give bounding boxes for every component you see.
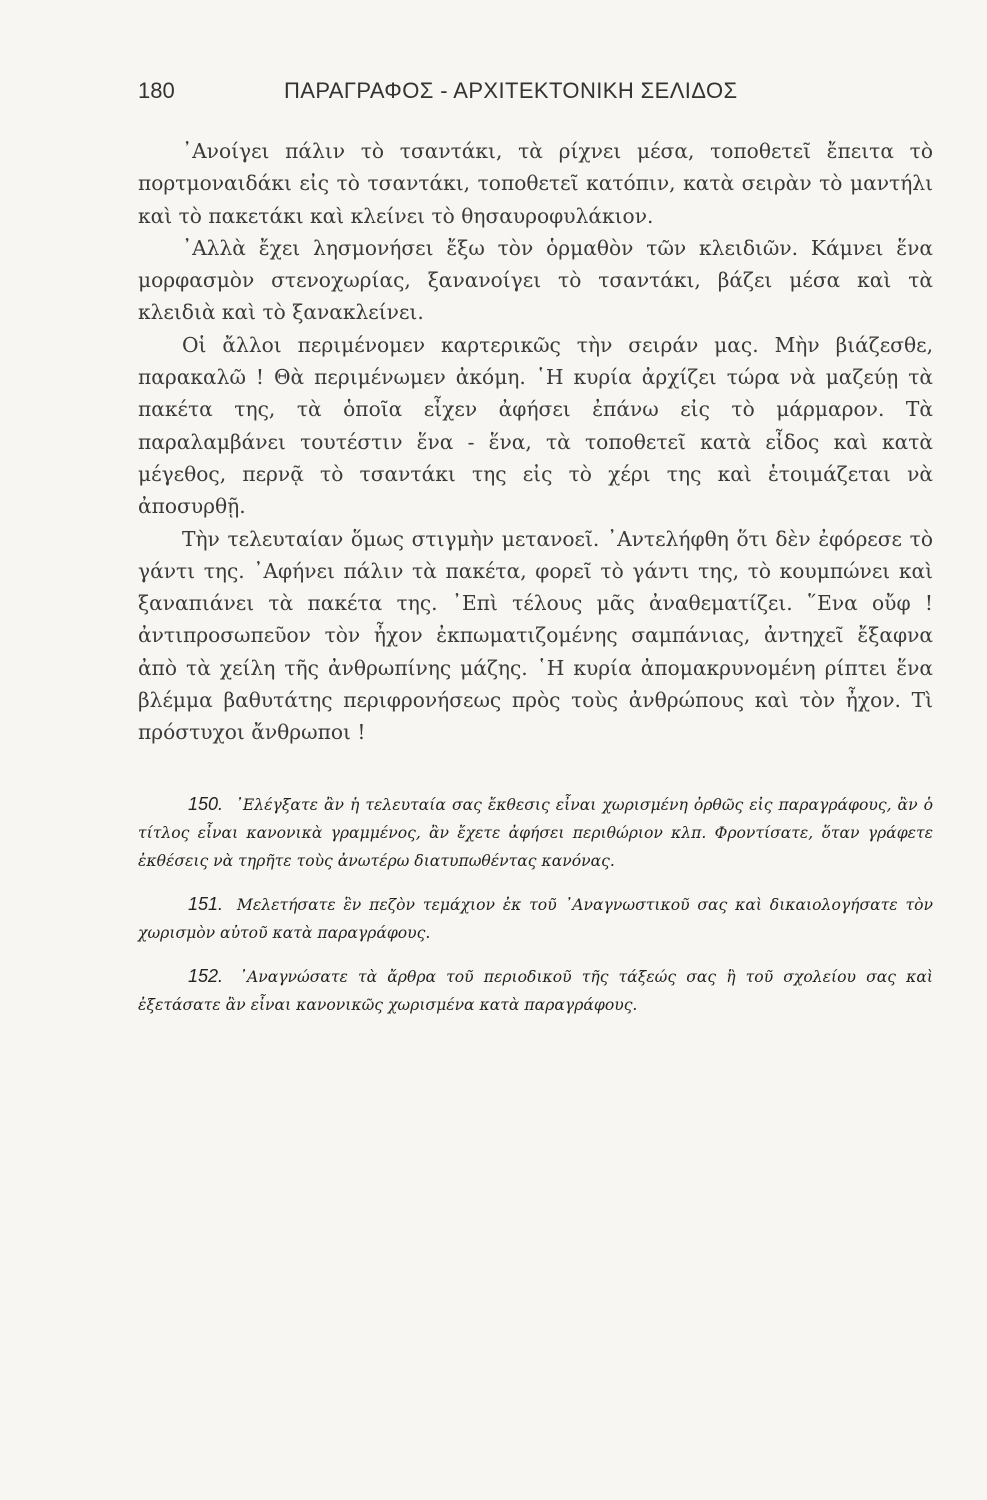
exercise-item (138, 962, 933, 1019)
page-number: 180 (138, 78, 175, 103)
exercise-text: ᾿Ελέγξατε ἂν ἡ τελευταία σας ἔκθεσις εἶναι χωρισμένη ὀρθῶς εἰς παραγράφους, ἂν ὁ τίτλος εἶναι κανονικὰ γραμμένος, ἂν ἔχετε ἀφήσει περιθώριον κλπ. Φροντίσατε, ὅταν γράφετε ἐκθέσεις νὰ τηρῆτε τοὺς ἀνωτέρω διατυπωθέντας κανόνας. (138, 796, 933, 870)
exercise-text: ᾿Αναγνώσατε τὰ ἄρθρα τοῦ περιοδικοῦ τῆς τάξεώς σας ἢ τοῦ σχολείου σας καὶ ἐξετάσατε ἂν εἶναι κανονικῶς χωρισμένα κατὰ παραγράφους. (138, 968, 933, 1014)
exercise-number: 150. (188, 794, 224, 814)
exercise-item (138, 790, 933, 875)
exercise-number: 151. (188, 894, 224, 914)
exercise-list (138, 790, 933, 1034)
paragraph: ᾿Ανοίγει πάλιν τὸ τσαντάκι, τὰ ρίχνει μέσα, τοποθετεῖ ἔπειτα τὸ πορτμοναιδάκι εἰς τὸ τσαντάκι, τοποθετεῖ κατόπιν, κατὰ σειρὰν τὸ μαντήλι καὶ τὸ πακετάκι καὶ κλείνει τὸ θησαυροφυλάκιον. (138, 139, 933, 228)
paragraph: Οἱ ἄλλοι περιμένομεν καρτερικῶς τὴν σειράν μας. Μὴν βιάζεσθε, παρακαλῶ ! Θὰ περιμένωμεν ἀκόμη. ῾Η κυρία ἀρχίζει τώρα νὰ μαζεύῃ τὰ πακέτα της, τὰ ὁποῖα εἶχεν ἀφήσει ἐπάνω εἰς τὸ μάρμαρον. Τὰ παραλαμβάνει τουτέστιν ἕνα - ἕνα, τὰ τοποθετεῖ κατὰ εἶδος καὶ κατὰ μέγεθος, περνᾷ τὸ τσαντάκι της εἰς τὸ χέρι της καὶ ἑτοιμάζεται νὰ ἀποσυρθῇ. (138, 332, 933, 519)
paragraph: ᾿Αλλὰ ἔχει λησμονήσει ἔξω τὸν ὁρμαθὸν τῶν κλειδιῶν. Κάμνει ἕνα μορφασμὸν στενοχωρίας, ξανανοίγει τὸ τσαντάκι, βάζει μέσα καὶ τὰ κλειδιὰ καὶ τὸ ξανακλείνει. (138, 235, 933, 325)
exercise-number: 152. (188, 966, 224, 986)
body-text (138, 135, 933, 749)
paragraph: Τὴν τελευταίαν ὅμως στιγμὴν μετανοεῖ. ᾿Αντελήφθη ὅτι δὲν ἐφόρεσε τὸ γάντι της. ᾿Αφήνει πάλιν τὰ πακέτα, φορεῖ τὸ γάντι της, τὸ κουμπώνει καὶ ξαναπιάνει τὰ πακέτα της. ᾿Επὶ τέλους μᾶς ἀναθεματίζει. ῞Ενα οὔφ ! ἀντιπροσωπεῦον τὸν ἦχον ἐκπωματιζομένης σαμπάνιας, ἀντηχεῖ ἔξαφνα ἀπὸ τὰ χείλη τῆς ἀνθρωπίνης μάζης. ῾Η κυρία ἀπομακρυνομένη ρίπτει ἕνα βλέμμα βαθυτάτης περιφρονήσεως πρὸς τοὺς ἀνθρώπους καὶ τὸν ἦχον. Τὶ πρόστυχοι ἄνθρωποι ! (138, 526, 933, 745)
running-head: ΠΑΡΑΓΡΑΦΟΣ - ΑΡΧΙΤΕΚΤΟΝΙΚΗ ΣΕΛΙΔΟΣ (284, 78, 738, 103)
page-header (138, 78, 938, 118)
exercise-text: Μελετήσατε ἓν πεζὸν τεμάχιον ἐκ τοῦ ᾿Αναγνωστικοῦ σας καὶ δικαιολογήσατε τὸν χωρισμὸν αὐτοῦ κατὰ παραγράφους. (138, 896, 933, 942)
exercise-item (138, 890, 933, 947)
